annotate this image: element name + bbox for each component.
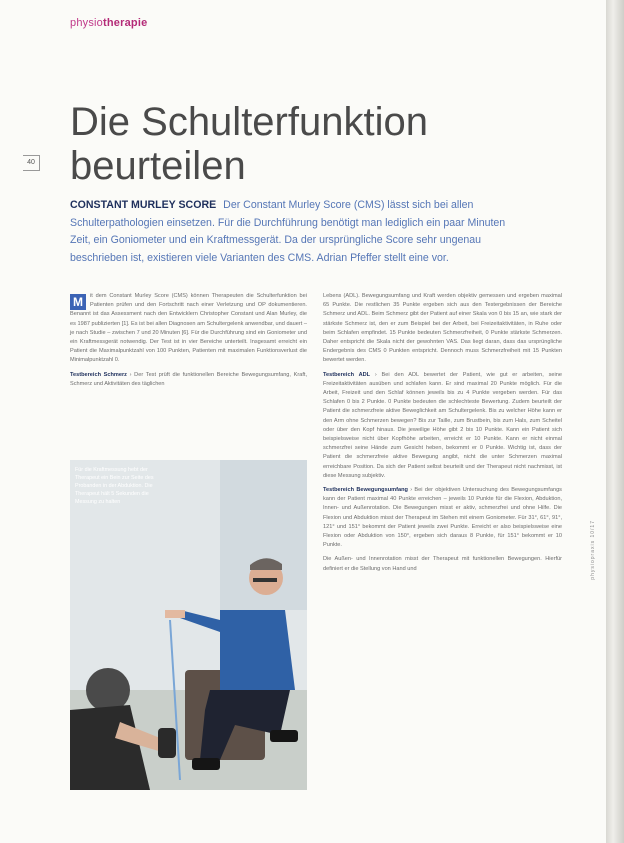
subhead-adl: Testbereich ADL: [323, 371, 371, 378]
paragraph-text: › Bei den ADL bewertet der Patient, wie gut er arbeiten, seine Freizeitaktivitäten ausüben und schlafen kann. Er sind maximal 20 Punkte möglich. Für die Arbeit, Freizeit und den Schlaf können jeweils bis zu 4 Punkte vergeben werden. Für das Schlafen 0 bis 2 Punkte. 0 Punkte bedeuten die schlechteste Bewertung. Zudem beurteilt der Patient die schmerzfreie aktive Beweglichkeit am Schultergelenk. Bis zu welcher Höhe kann er den Arm ohne Schmerzen bewegen? Bis zur Taille, zum Brustbein, bis zum Hals, zum Scheitel oder über den Kopf hinaus. Die jeweilige Höhe gibt 2 bis 10 Punkte. Kann ein Patient sich beispielsweise nicht über Kopfhöhe arbeiten, erreicht er 10 Punkte. Kann er nicht einmal schmerzfrei seine Hände zum Gesicht heben, bekommt er 0 Punkte. Wichtig ist, dass der Patient die schmerzfreie aktive Bewegung angibt, nicht die unter Schmerzen maximal erreichbare Position. Da sich der Patient selbst beurteilt und der Therapeut nicht nachmisst, ist diese Messung subjektiv.: [323, 371, 563, 479]
section-header: [70, 17, 147, 29]
lead-text: Der Constant Murley Score (CMS) lässt sich bei allen Schulterpathologien einsetzen. Für die Durchführung benötigt man lediglich ein paar Minuten Zeit, ein Goniometer und ein Kraftmessgerät. Da der ursprüngliche Score sehr ungenau beschrieben ist, existieren viele Varianten des CMS. Adrian Pfeffer stellt eine vor.: [70, 199, 506, 264]
article-lead: [70, 197, 510, 267]
article-title-line-1: Die Schulterfunktion: [70, 100, 428, 144]
body-column-right: [323, 292, 562, 579]
page-number: 40: [23, 155, 40, 171]
body-paragraph: [70, 371, 307, 389]
side-note: physiopraxis 10/17: [590, 520, 596, 580]
section-header-prefix: physio: [70, 17, 103, 29]
body-paragraph: [70, 292, 307, 366]
drop-cap: M: [70, 294, 86, 310]
body-paragraph: [323, 371, 562, 481]
photo-caption: Für die Kraftmessung hebt der Therapeut ein Bein zur Seite des Probanden in der Abduktion. Die Therapeut hält 5 Sekunden die Messung zu halten: [75, 467, 154, 505]
paragraph-text: it dem Constant Murley Score (CMS) können Therapeuten die Schulterfunktion bei Patienten prüfen und den Fortschritt nach einer Verletzung und OP dokumentieren. Benannt ist das Assessment nach den Entwicklern Christopher Constant und Alan Murley, die es 1987 publizierten [1]. Es ist bei allen Diagnosen am Schultergelenk anwendbar, und dauert – je nach Studie – zwischen 7 und 20 Minuten [6]. Für die Durchführung sind ein Goniometer und ein Kraftmessgerät notwendig. Der Test ist in vier Bereiche unterteilt. Insgesamt erreicht ein Patient die Maximalpunktzahl von 100 Punkten, Patienten mit maximalen Funktionsverlust die Minimalpunktzahl 0.: [70, 293, 307, 364]
paragraph-text: › Der Test prüft die funktionellen Bereiche Bewegungsumfang, Kraft, Schmerz und Aktivitäten des täglichen: [70, 371, 308, 387]
body-paragraph: Lebens (ADL). Bewegungsumfang und Kraft werden objektiv gemessen und ergeben maximal 65 Punkte. Die restlichen 35 Punkte ergeben sich aus den Testergebnissen der Bereiche Schmerz und ADL. Beim Schmerz gibt der Patient auf einer Skala von 0 bis 15 an, wie stark der stärkste Schmerz ist, den er zum Beispiel bei der Arbeit, bei Freizeitaktivitäten, in Ruhe oder beim Schlafen empfindet. 15 Punkte bedeuten Schmerzfreiheit, 0 Punkte stärkste Schmerzen. Daher entspricht die Skala nicht der gewohnten VAS. Das liegt daran, dass das ursprüngliche Endergebnis des CMS 0 Punkten entspricht. Dennoch muss Schmerzfreiheit mit 15 Punkten bewertet werden.: [323, 293, 562, 364]
body-paragraph: Die Außen- und Innenrotation misst der Therapeut mit funktionellen Bewegungen. Hierfür definiert er die Stellung von Hand und: [323, 556, 562, 572]
article-photo: [70, 460, 307, 790]
lead-kicker: CONSTANT MURLEY SCORE: [70, 199, 217, 211]
section-header-suffix: therapie: [103, 17, 148, 29]
body-paragraph: [323, 486, 562, 550]
therapist-head: [86, 668, 130, 712]
subhead-pain: Testbereich Schmerz: [70, 371, 127, 378]
photo-illustration: [70, 460, 307, 790]
body-column-left: [70, 292, 307, 394]
paragraph-text: › Bei der objektiven Untersuchung des Bewegungsumfangs kann der Patient maximal 40 Punkte erreichen – jeweils 10 Punkte für die Flexion, Abduktion, Innen- und Außenrotation. Die Bewegungen misst er aktiv, schmerzfrei und ohne Hilfe. Die Flexion und Abduktion misst der Therapeut im Stehen mit einem Goniometer. Für 31°, 61°, 91°, 121° und 151° bekommt der Patient jeweils zwei Punkte. Erreicht er also beispielsweise eine Flexion oder Abduktion von 150°, ergeben sich daraus 8 Punkte, für 151° bekommt er 10 Punkte.: [323, 487, 562, 549]
dynamometer: [158, 728, 176, 758]
subhead-range-of-motion: Testbereich Bewegungsumfang: [323, 487, 408, 494]
patient-shirt: [220, 610, 295, 690]
article-title-line-2: beurteilen: [70, 144, 246, 188]
page-binding-edge: [606, 0, 624, 843]
article-title: [70, 100, 428, 188]
